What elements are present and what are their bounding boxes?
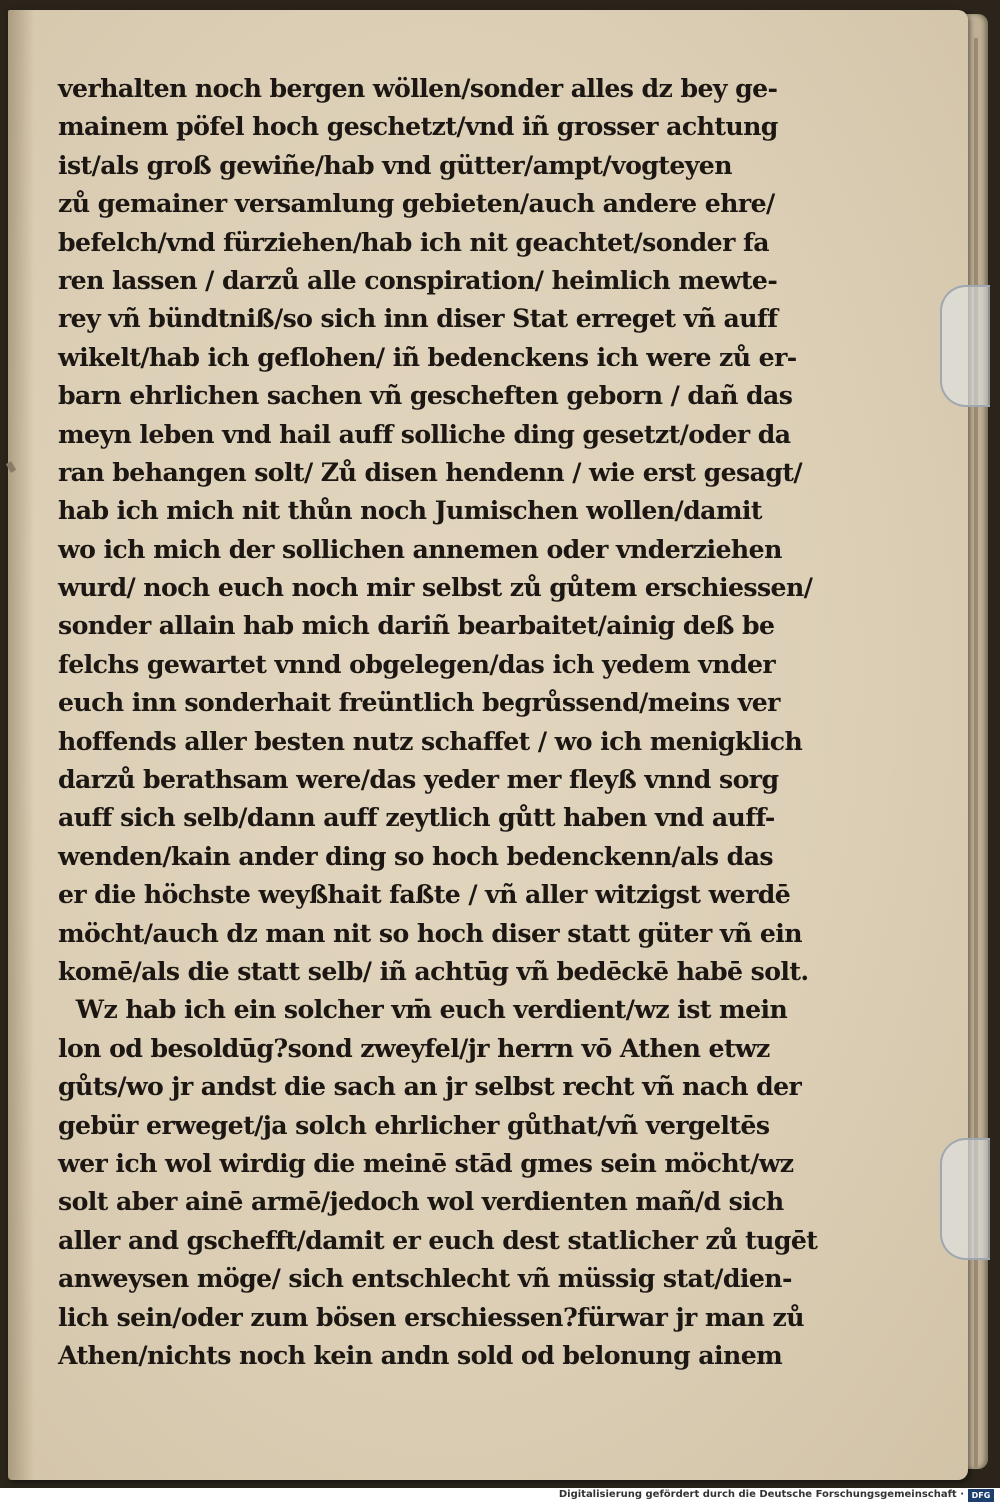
text-line: solt aber ainē armē/jedoch wol verdienten mañ/d sich <box>58 1187 784 1218</box>
paper-clip <box>940 1138 990 1260</box>
text-line: wer ich wol wirdig die meinē stād gmes sein möcht/wz <box>58 1148 794 1179</box>
page-text <box>58 70 858 1375</box>
text-line: lich sein/oder zum bösen erschiessen?fürwar jr man zů <box>58 1302 804 1333</box>
paper-clip <box>940 285 990 407</box>
text-line: wo ich mich der sollichen annemen oder vnderziehen <box>58 534 782 565</box>
text-line: hoffends aller besten nutz schaffet / wo ich menigklich <box>58 726 803 757</box>
text-line: befelch/vnd fürziehen/hab ich nit geachtet/sonder fa <box>58 227 769 258</box>
text-line: ran behangen solt/ Zů disen hendenn / wie erst gesagt/ <box>58 457 803 488</box>
text-line: verhalten noch bergen wöllen/sonder alles dz bey ge- <box>58 74 778 104</box>
text-line: aller and gschefft/damit er euch dest statlicher zů tugēt <box>58 1225 818 1256</box>
text-line: anweysen möge/ sich entschlecht vñ müssig stat/dien- <box>58 1264 792 1295</box>
text-line: lon od besoldūg?sond zweyfel/jr herrn vō Athen etwz <box>58 1033 770 1064</box>
text-line: Wz hab ich ein solcher vm̄ euch verdient/wz ist mein <box>75 995 788 1026</box>
text-line: gůts/wo jr andst die sach an jr selbst recht vñ nach der <box>58 1072 802 1103</box>
text-line: sonder allain hab mich dariñ bearbaitet/ainig deß be <box>58 611 775 642</box>
funding-credit: Digitalisierung gefördert durch die Deutsche Forschungsgemeinschaft · <box>558 1489 964 1500</box>
text-line: barn ehrlichen sachen vñ gescheften geborn / dañ das <box>58 381 793 412</box>
text-line: hab ich mich nit thůn noch Jumischen wollen/damit <box>58 496 762 527</box>
text-line: rey vñ bündtniß/so sich inn diser Stat erreget vñ auff <box>58 304 778 335</box>
text-line: ist/als groß gewiñe/hab vnd gütter/ampt/vogteyen <box>58 150 732 181</box>
text-line: ren lassen / darzů alle conspiration/ heimlich mewte- <box>58 265 778 296</box>
text-line: komē/als die statt selb/ iñ achtūg vñ bedēckē habē solt. <box>58 956 809 987</box>
text-line: mainem pöfel hoch geschetzt/vnd iñ grosser achtung <box>58 112 778 143</box>
text-line: euch inn sonderhait freüntlich begrůssend/meins ver <box>58 688 780 719</box>
text-line: wurd/ noch euch noch mir selbst zů gůtem erschiessen/ <box>58 573 813 604</box>
text-line: zů gemainer versamlung gebieten/auch andere ehre/ <box>58 189 775 220</box>
text-line: wenden/kain ander ding so hoch bedenckenn/als das <box>58 841 774 872</box>
text-line: wikelt/hab ich geflohen/ iñ bedenckens ich were zů er- <box>58 342 797 373</box>
text-line: felchs gewartet vnnd obgelegen/das ich yedem vnder <box>58 649 776 680</box>
text-line: Athen/nichts noch kein andn sold od belonung ainem <box>58 1340 783 1371</box>
text-line: auff sich selb/dann auff zeytlich gůtt haben vnd auff- <box>58 803 775 834</box>
dfg-logo: DFG <box>968 1489 994 1502</box>
text-line: darzů berathsam were/das yeder mer fleyß vnnd sorg <box>58 765 779 796</box>
text-line: gebür erweget/ja solch ehrlicher gůthat/vñ vergeltēs <box>58 1110 770 1141</box>
text-line: er die höchste weyßhait faßte / vñ aller witzigst werdē <box>58 880 791 911</box>
text-line: meyn leben vnd hail auff solliche ding gesetzt/oder da <box>58 419 791 450</box>
text-line: möcht/auch dz man nit so hoch diser statt güter vñ ein <box>58 918 802 949</box>
